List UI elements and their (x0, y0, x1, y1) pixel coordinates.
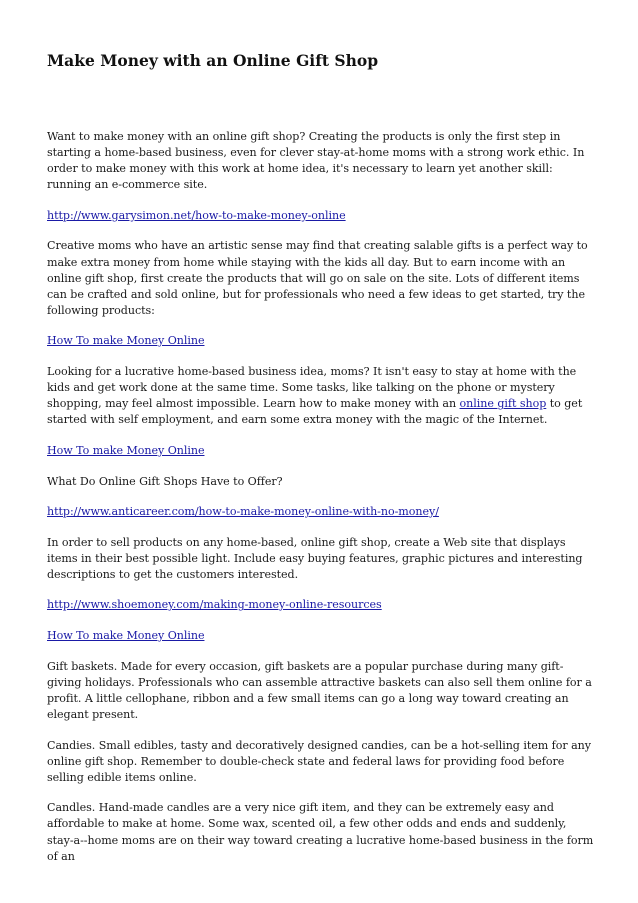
link-paragraph-4 (47, 504, 595, 520)
paragraph-candles: Candles. Hand-made candles are a very nice gift item, and they can be extremely easy and affordable to make at home. Some wax, scented oil, a few other odds and ends and suddenly, stay-a--home moms are on their way toward creating a lucrative home-based business in the form of an (47, 801, 594, 863)
paragraph-creative-moms: Creative moms who have an artistic sense may find that creating salable gifts is a perfect way to make extra money from home while staying with the kids all day. But to earn income with an online gift shop, first create the products that will go on sale on the site. Lots of different items can be crafted and sold online, but for professionals who need a few ideas to get started, try the following products: (47, 239, 588, 317)
link-paragraph-3 (47, 443, 595, 459)
paragraph-question: What Do Online Gift Shops Have to Offer? (47, 474, 283, 488)
paragraph-sell-products: In order to sell products on any home-based, online gift shop, create a Web site that displays items in their best possible light. Include easy buying features, graphic pictures and interesting descriptions to get the customers interested. (47, 535, 583, 581)
paragraph-lucrative (47, 364, 595, 428)
paragraph-candies: Candies. Small edibles, tasty and decoratively designed candies, can be a hot-selling item for any online gift shop. Remember to double-check state and federal laws for providing food before selling edible items online. (47, 738, 591, 784)
link-paragraph-5 (47, 597, 595, 613)
paragraph-lucrative-text-before: Looking for a lucrative home-based business idea, moms? It isn't easy to stay at home with the kids and get work done at the same time. Some tasks, like talking on the phone or mystery shopping, may feel almost impossible. Learn how to make money with an (47, 365, 577, 411)
paragraph-lucrative-text-after: to get started with self employment, and earn some extra money with the magic of the Internet. (47, 397, 583, 427)
link-paragraph-2 (47, 333, 595, 349)
link-anticareer[interactable]: http://www.anticareer.com/how-to-make-money-online-with-no-money/ (47, 505, 439, 519)
document-body (47, 129, 595, 879)
link-how-to-make-money-1[interactable]: How To make Money Online (47, 334, 205, 348)
link-paragraph-1 (47, 208, 595, 224)
paragraph-intro: Want to make money with an online gift shop? Creating the products is only the first step in starting a home-based business, even for clever stay-at-home moms with a strong work ethic. In order to make money with this work at home idea, it's necessary to learn yet another skill: running an e-commerce site. (47, 130, 585, 192)
paragraph-gift-baskets: Gift baskets. Made for every occasion, gift baskets are a popular purchase during many gift-giving holidays. Professionals who can assemble attractive baskets can also sell them online for a profit. A little cellophane, ribbon and a few small items can go a long way toward creating an elegant present. (47, 659, 592, 721)
link-garysimon[interactable]: http://www.garysimon.net/how-to-make-money-online (47, 208, 346, 222)
link-paragraph-6 (47, 628, 595, 644)
link-how-to-make-money-2[interactable]: How To make Money Online (47, 443, 205, 457)
link-shoemoney[interactable]: http://www.shoemoney.com/making-money-online-resources (47, 598, 382, 612)
link-online-gift-shop[interactable]: online gift shop (459, 397, 547, 411)
link-how-to-make-money-3[interactable]: How To make Money Online (47, 629, 205, 643)
page-title: Make Money with an Online Gift Shop (47, 51, 379, 70)
